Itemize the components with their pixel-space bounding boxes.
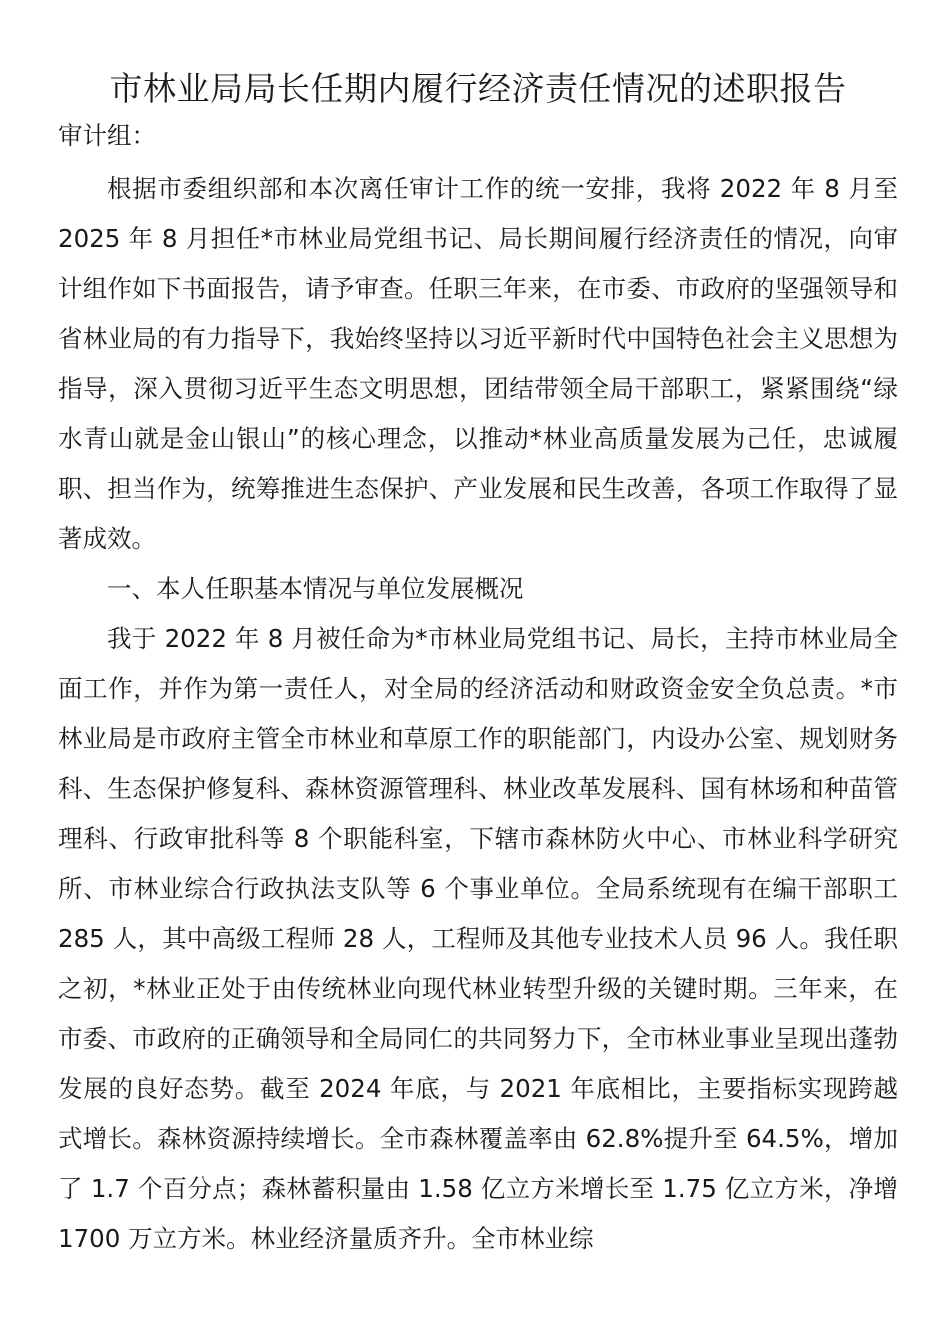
document-page	[58, 62, 898, 1264]
salutation: 审计组：	[58, 121, 156, 150]
section-1-paragraph: 我于 2022 年 8 月被任命为*市林业局党组书记、局长，主持市林业局全面工作，并作为第一责任人，对全局的经济活动和财政资金安全负总责。*市林业局是市政府主管全市林业和草原工作的职能部门，内设办公室、规划财务科、生态保护修复科、森林资源管理科、林业改革发展科、国有林场和种苗管理科、行政审批科等 8 个职能科室，下辖市森林防火中心、市林业科学研究所、市林业综合行政执法支队等 6 个事业单位。全局系统现有在编干部职工 285 人，其中高级工程师 28 人，工程师及其他专业技术人员 96 人。我任职之初，*林业正处于由传统林业向现代林业转型升级的关键时期。三年来，在市委、市政府的正确领导和全局同仁的共同努力下，全市林业事业呈现出蓬勃发展的良好态势。截至 2024 年底，与 2021 年底相比，主要指标实现跨越式增长。森林资源持续增长。全市森林覆盖率由 62.8%提升至 64.5%，增加了 1.7 个百分点；森林蓄积量由 1.58 亿立方米增长至 1.75 亿立方米，净增 1700 万立方米。林业经济量质齐升。全市林业综	[58, 624, 898, 1253]
document-title: 市林业局局长任期内履行经济责任情况的述职报告	[109, 69, 847, 108]
section-heading-1: 一、本人任职基本情况与单位发展概况	[107, 574, 524, 603]
intro-paragraph: 根据市委组织部和本次离任审计工作的统一安排，我将 2022 年 8 月至 2025 年 8 月担任*市林业局党组书记、局长期间履行经济责任的情况，向审计组作如下书面报告，请予审查。任职三年来，在市委、市政府的坚强领导和省林业局的有力指导下，我始终坚持以习近平新时代中国特色社会主义思想为指导，深入贯彻习近平生态文明思想，团结带领全局干部职工，紧紧围绕“绿水青山就是金山银山”的核心理念，以推动*林业高质量发展为己任，忠诚履职、担当作为，统筹推进生态保护、产业发展和民生改善，各项工作取得了显著成效。	[58, 174, 898, 553]
